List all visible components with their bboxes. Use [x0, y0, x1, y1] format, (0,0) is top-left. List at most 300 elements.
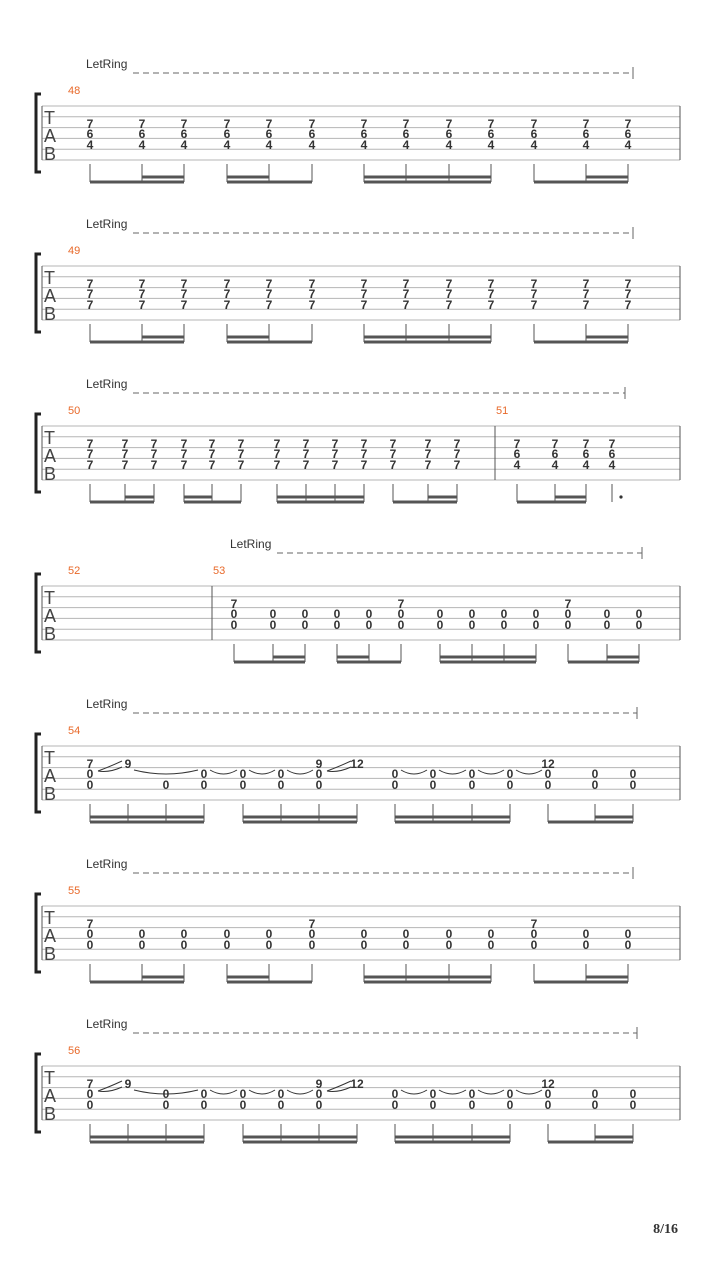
fret-number: 0	[265, 927, 273, 941]
fret-number: 7	[121, 447, 129, 461]
fret-number: 6	[223, 127, 231, 141]
fret-number: 6	[608, 447, 616, 461]
fret-number: 4	[624, 138, 632, 152]
fret-number: 0	[436, 618, 444, 632]
fret-number: 0	[315, 1087, 323, 1101]
fret-number: 0	[402, 927, 410, 941]
fret-number: 6	[582, 447, 590, 461]
system-bracket	[36, 894, 41, 972]
fret-number: 7	[624, 277, 632, 291]
fret-number: 0	[564, 607, 572, 621]
fret-number: 0	[629, 1098, 637, 1112]
fret-number: 0	[360, 927, 368, 941]
system-bracket	[36, 254, 41, 332]
fret-number: 0	[635, 607, 643, 621]
fret-number: 6	[265, 127, 273, 141]
fret-number: 7	[530, 298, 538, 312]
fret-number: 0	[487, 938, 495, 952]
let-ring-label: LetRing	[86, 1017, 128, 1031]
fret-number: 0	[360, 938, 368, 952]
fret-number: 7	[453, 458, 461, 472]
let-ring-label: LetRing	[86, 697, 128, 711]
fret-number: 0	[544, 1098, 552, 1112]
fret-number: 7	[402, 298, 410, 312]
fret-number: 7	[360, 437, 368, 451]
fret-number: 7	[582, 298, 590, 312]
tab-clef-letter: B	[44, 784, 57, 804]
fret-number: 7	[223, 298, 231, 312]
tab-clef-letter: T	[44, 908, 55, 928]
page-number: 8/16	[653, 1222, 678, 1237]
tab-clef-letter: A	[44, 446, 57, 466]
fret-number: 0	[544, 1087, 552, 1101]
fret-number: 7	[150, 437, 158, 451]
fret-number: 7	[331, 458, 339, 472]
fret-number: 0	[436, 607, 444, 621]
tie-curve	[249, 1090, 275, 1094]
fret-number: 7	[582, 117, 590, 131]
fret-number: 0	[624, 938, 632, 952]
fret-number: 0	[635, 618, 643, 632]
fret-number: 0	[277, 1098, 285, 1112]
fret-number: 0	[223, 927, 231, 941]
fret-number: 7	[308, 298, 316, 312]
tie-curve	[401, 1090, 427, 1094]
fret-number: 7	[86, 437, 94, 451]
tab-clef-letter: A	[44, 126, 57, 146]
fret-number: 9	[124, 1077, 132, 1091]
fret-number: 7	[360, 277, 368, 291]
fret-number: 0	[624, 927, 632, 941]
fret-number: 7	[582, 277, 590, 291]
fret-number: 7	[360, 287, 368, 301]
tie-curve	[516, 1090, 542, 1094]
fret-number: 7	[302, 458, 310, 472]
fret-number: 7	[86, 1077, 94, 1091]
fret-number: 7	[265, 287, 273, 301]
fret-number: 7	[302, 447, 310, 461]
fret-number: 0	[468, 778, 476, 792]
measure-number: 51	[496, 405, 509, 417]
fret-number: 12	[350, 757, 364, 771]
fret-number: 7	[273, 447, 281, 461]
fret-number: 0	[200, 778, 208, 792]
tab-clef-letter: T	[44, 268, 55, 288]
fret-number: 7	[389, 447, 397, 461]
fret-number: 7	[86, 447, 94, 461]
tab-clef-letter: B	[44, 304, 57, 324]
fret-number: 7	[487, 298, 495, 312]
fret-number: 7	[402, 117, 410, 131]
fret-number: 9	[315, 757, 323, 771]
fret-number: 0	[532, 607, 540, 621]
tab-clef-letter: A	[44, 606, 57, 626]
fret-number: 0	[500, 618, 508, 632]
fret-number: 7	[273, 458, 281, 472]
fret-number: 7	[453, 437, 461, 451]
fret-number: 0	[391, 767, 399, 781]
fret-number: 7	[530, 117, 538, 131]
fret-number: 7	[530, 277, 538, 291]
fret-number: 7	[180, 437, 188, 451]
fret-number: 0	[445, 938, 453, 952]
tie-curve	[287, 1090, 313, 1094]
bend-curve	[98, 1081, 122, 1091]
fret-number: 7	[138, 117, 146, 131]
fret-number: 7	[360, 447, 368, 461]
fret-number: 0	[591, 1098, 599, 1112]
fret-number: 4	[551, 458, 559, 472]
fret-number: 0	[445, 927, 453, 941]
fret-number: 7	[138, 287, 146, 301]
tie-curve	[439, 770, 466, 774]
fret-number: 7	[487, 287, 495, 301]
fret-number: 0	[265, 938, 273, 952]
bend-curve	[327, 761, 351, 771]
fret-number: 7	[564, 597, 572, 611]
fret-number: 0	[301, 618, 309, 632]
fret-number: 0	[162, 778, 170, 792]
fret-number: 7	[360, 117, 368, 131]
fret-number: 12	[350, 1077, 364, 1091]
tab-clef-letter: T	[44, 428, 55, 448]
fret-number: 4	[513, 458, 521, 472]
fret-number: 0	[603, 618, 611, 632]
fret-number: 0	[591, 767, 599, 781]
fret-number: 4	[180, 138, 188, 152]
fret-number: 6	[551, 447, 559, 461]
fret-number: 6	[624, 127, 632, 141]
fret-number: 0	[239, 1098, 247, 1112]
fret-number: 7	[180, 117, 188, 131]
fret-number: 0	[180, 938, 188, 952]
fret-number: 0	[506, 778, 514, 792]
fret-number: 7	[424, 458, 432, 472]
fret-number: 0	[591, 778, 599, 792]
fret-number: 0	[582, 938, 590, 952]
fret-number: 4	[265, 138, 273, 152]
fret-number: 7	[402, 287, 410, 301]
fret-number: 9	[315, 1077, 323, 1091]
measure-number: 52	[68, 565, 81, 577]
rhythm-dot	[619, 495, 622, 498]
tie-curve	[439, 1090, 466, 1094]
staff-system	[36, 57, 680, 182]
fret-number: 4	[402, 138, 410, 152]
fret-number: 7	[389, 458, 397, 472]
fret-number: 7	[208, 437, 216, 451]
fret-number: 7	[265, 298, 273, 312]
fret-number: 6	[402, 127, 410, 141]
fret-number: 7	[424, 437, 432, 451]
fret-number: 7	[121, 458, 129, 472]
fret-number: 7	[402, 277, 410, 291]
fret-number: 0	[180, 927, 188, 941]
system-bracket	[36, 1054, 41, 1132]
fret-number: 7	[121, 437, 129, 451]
fret-number: 0	[391, 778, 399, 792]
fret-number: 7	[308, 287, 316, 301]
fret-number: 0	[564, 618, 572, 632]
fret-number: 7	[86, 917, 94, 931]
fret-number: 0	[315, 767, 323, 781]
tie-curve	[478, 1090, 504, 1094]
measure-number: 56	[68, 1045, 81, 1057]
let-ring-label: LetRing	[230, 537, 272, 551]
fret-number: 0	[391, 1087, 399, 1101]
fret-number: 7	[86, 757, 94, 771]
fret-number: 0	[230, 618, 238, 632]
fret-number: 0	[269, 618, 277, 632]
fret-number: 7	[223, 287, 231, 301]
tie-curve	[287, 770, 313, 774]
measure-number: 54	[68, 725, 81, 737]
fret-number: 7	[445, 298, 453, 312]
fret-number: 4	[308, 138, 316, 152]
fret-number: 0	[86, 1098, 94, 1112]
fret-number: 0	[487, 927, 495, 941]
fret-number: 7	[86, 117, 94, 131]
tab-clef-letter: T	[44, 748, 55, 768]
fret-number: 4	[360, 138, 368, 152]
fret-number: 0	[333, 618, 341, 632]
fret-number: 7	[180, 447, 188, 461]
tab-clef-letter: T	[44, 1068, 55, 1088]
fret-number: 4	[487, 138, 495, 152]
fret-number: 0	[429, 778, 437, 792]
fret-number: 6	[445, 127, 453, 141]
fret-number: 0	[308, 927, 316, 941]
fret-number: 0	[530, 938, 538, 952]
bend-curve	[98, 761, 122, 771]
fret-number: 0	[468, 1098, 476, 1112]
fret-number: 4	[138, 138, 146, 152]
fret-number: 0	[277, 767, 285, 781]
fret-number: 6	[530, 127, 538, 141]
fret-number: 7	[86, 458, 94, 472]
bend-curve	[327, 1081, 351, 1091]
fret-number: 7	[331, 447, 339, 461]
fret-number: 0	[277, 1087, 285, 1101]
fret-number: 6	[487, 127, 495, 141]
system-bracket	[36, 94, 41, 172]
fret-number: 7	[582, 437, 590, 451]
fret-number: 7	[180, 298, 188, 312]
fret-number: 6	[180, 127, 188, 141]
fret-number: 7	[513, 437, 521, 451]
fret-number: 0	[223, 938, 231, 952]
fret-number: 0	[506, 767, 514, 781]
fret-number: 7	[331, 437, 339, 451]
tie-curve	[134, 770, 198, 774]
fret-number: 7	[237, 447, 245, 461]
fret-number: 7	[453, 447, 461, 461]
fret-number: 7	[551, 437, 559, 451]
tab-clef-letter: B	[44, 944, 57, 964]
fret-number: 7	[150, 458, 158, 472]
fret-number: 0	[239, 778, 247, 792]
tab-clef-letter: A	[44, 766, 57, 786]
fret-number: 0	[500, 607, 508, 621]
fret-number: 7	[223, 117, 231, 131]
fret-number: 7	[223, 277, 231, 291]
fret-number: 0	[544, 778, 552, 792]
fret-number: 12	[541, 1077, 555, 1091]
fret-number: 6	[138, 127, 146, 141]
fret-number: 0	[603, 607, 611, 621]
fret-number: 0	[506, 1098, 514, 1112]
fret-number: 7	[86, 277, 94, 291]
fret-number: 7	[86, 287, 94, 301]
staff-system	[36, 377, 680, 502]
tab-clef-letter: B	[44, 144, 57, 164]
tie-curve	[249, 770, 275, 774]
fret-number: 0	[333, 607, 341, 621]
let-ring-label: LetRing	[86, 377, 128, 391]
fret-number: 0	[308, 938, 316, 952]
fret-number: 0	[530, 927, 538, 941]
tie-curve	[478, 770, 504, 774]
fret-number: 7	[273, 437, 281, 451]
fret-number: 0	[506, 1087, 514, 1101]
fret-number: 7	[138, 298, 146, 312]
fret-number: 4	[223, 138, 231, 152]
fret-number: 7	[302, 437, 310, 451]
fret-number: 0	[629, 767, 637, 781]
fret-number: 0	[86, 1087, 94, 1101]
tie-curve	[516, 770, 542, 774]
fret-number: 7	[608, 437, 616, 451]
tie-curve	[401, 770, 427, 774]
tie-curve	[210, 770, 237, 774]
fret-number: 0	[591, 1087, 599, 1101]
fret-number: 0	[239, 1087, 247, 1101]
fret-number: 0	[269, 607, 277, 621]
fret-number: 4	[86, 138, 94, 152]
fret-number: 0	[315, 778, 323, 792]
measure-number: 50	[68, 405, 81, 417]
fret-number: 7	[360, 458, 368, 472]
fret-number: 4	[582, 138, 590, 152]
system-bracket	[36, 734, 41, 812]
fret-number: 9	[124, 757, 132, 771]
fret-number: 7	[150, 447, 158, 461]
fret-number: 0	[629, 778, 637, 792]
fret-number: 4	[608, 458, 616, 472]
fret-number: 7	[424, 447, 432, 461]
staff-system	[36, 217, 680, 342]
system-bracket	[36, 574, 41, 652]
fret-number: 0	[162, 1098, 170, 1112]
fret-number: 0	[429, 1098, 437, 1112]
fret-number: 7	[180, 458, 188, 472]
fret-number: 0	[397, 607, 405, 621]
fret-number: 4	[530, 138, 538, 152]
fret-number: 0	[629, 1087, 637, 1101]
fret-number: 0	[86, 778, 94, 792]
fret-number: 0	[138, 938, 146, 952]
fret-number: 7	[487, 117, 495, 131]
tab-clef-letter: T	[44, 108, 55, 128]
fret-number: 7	[308, 917, 316, 931]
staff-system	[36, 537, 680, 662]
fret-number: 0	[402, 938, 410, 952]
measure-number: 53	[213, 565, 226, 577]
fret-number: 0	[200, 767, 208, 781]
fret-number: 7	[308, 277, 316, 291]
fret-number: 0	[582, 927, 590, 941]
fret-number: 0	[86, 938, 94, 952]
fret-number: 7	[397, 597, 405, 611]
measure-number: 49	[68, 245, 81, 257]
fret-number: 0	[277, 778, 285, 792]
fret-number: 7	[445, 277, 453, 291]
staff-system	[36, 857, 680, 982]
tab-clef-letter: T	[44, 588, 55, 608]
measure-number: 48	[68, 85, 81, 97]
fret-number: 0	[200, 1098, 208, 1112]
fret-number: 7	[180, 287, 188, 301]
fret-number: 6	[360, 127, 368, 141]
fret-number: 7	[624, 298, 632, 312]
fret-number: 0	[391, 1098, 399, 1112]
tab-clef-letter: B	[44, 624, 57, 644]
fret-number: 7	[445, 117, 453, 131]
fret-number: 7	[624, 287, 632, 301]
fret-number: 7	[487, 277, 495, 291]
staff-system	[36, 1017, 680, 1142]
fret-number: 7	[208, 458, 216, 472]
fret-number: 7	[308, 117, 316, 131]
fret-number: 0	[230, 607, 238, 621]
tab-clef-letter: B	[44, 1104, 57, 1124]
fret-number: 0	[86, 927, 94, 941]
fret-number: 7	[208, 447, 216, 461]
fret-number: 7	[230, 597, 238, 611]
fret-number: 12	[541, 757, 555, 771]
fret-number: 7	[265, 117, 273, 131]
fret-number: 0	[162, 1087, 170, 1101]
fret-number: 7	[237, 458, 245, 472]
fret-number: 0	[429, 767, 437, 781]
fret-number: 0	[365, 607, 373, 621]
fret-number: 7	[530, 917, 538, 931]
let-ring-label: LetRing	[86, 857, 128, 871]
fret-number: 6	[86, 127, 94, 141]
fret-number: 6	[513, 447, 521, 461]
fret-number: 4	[445, 138, 453, 152]
fret-number: 6	[308, 127, 316, 141]
fret-number: 0	[429, 1087, 437, 1101]
fret-number: 0	[468, 1087, 476, 1101]
tab-clef-letter: B	[44, 464, 57, 484]
fret-number: 7	[389, 437, 397, 451]
fret-number: 7	[530, 287, 538, 301]
measure-number: 55	[68, 885, 81, 897]
fret-number: 0	[544, 767, 552, 781]
fret-number: 7	[624, 117, 632, 131]
fret-number: 0	[301, 607, 309, 621]
fret-number: 7	[180, 277, 188, 291]
fret-number: 4	[582, 458, 590, 472]
fret-number: 0	[315, 1098, 323, 1112]
fret-number: 0	[397, 618, 405, 632]
fret-number: 0	[532, 618, 540, 632]
fret-number: 0	[468, 767, 476, 781]
let-ring-label: LetRing	[86, 57, 128, 71]
fret-number: 7	[582, 287, 590, 301]
fret-number: 0	[138, 927, 146, 941]
